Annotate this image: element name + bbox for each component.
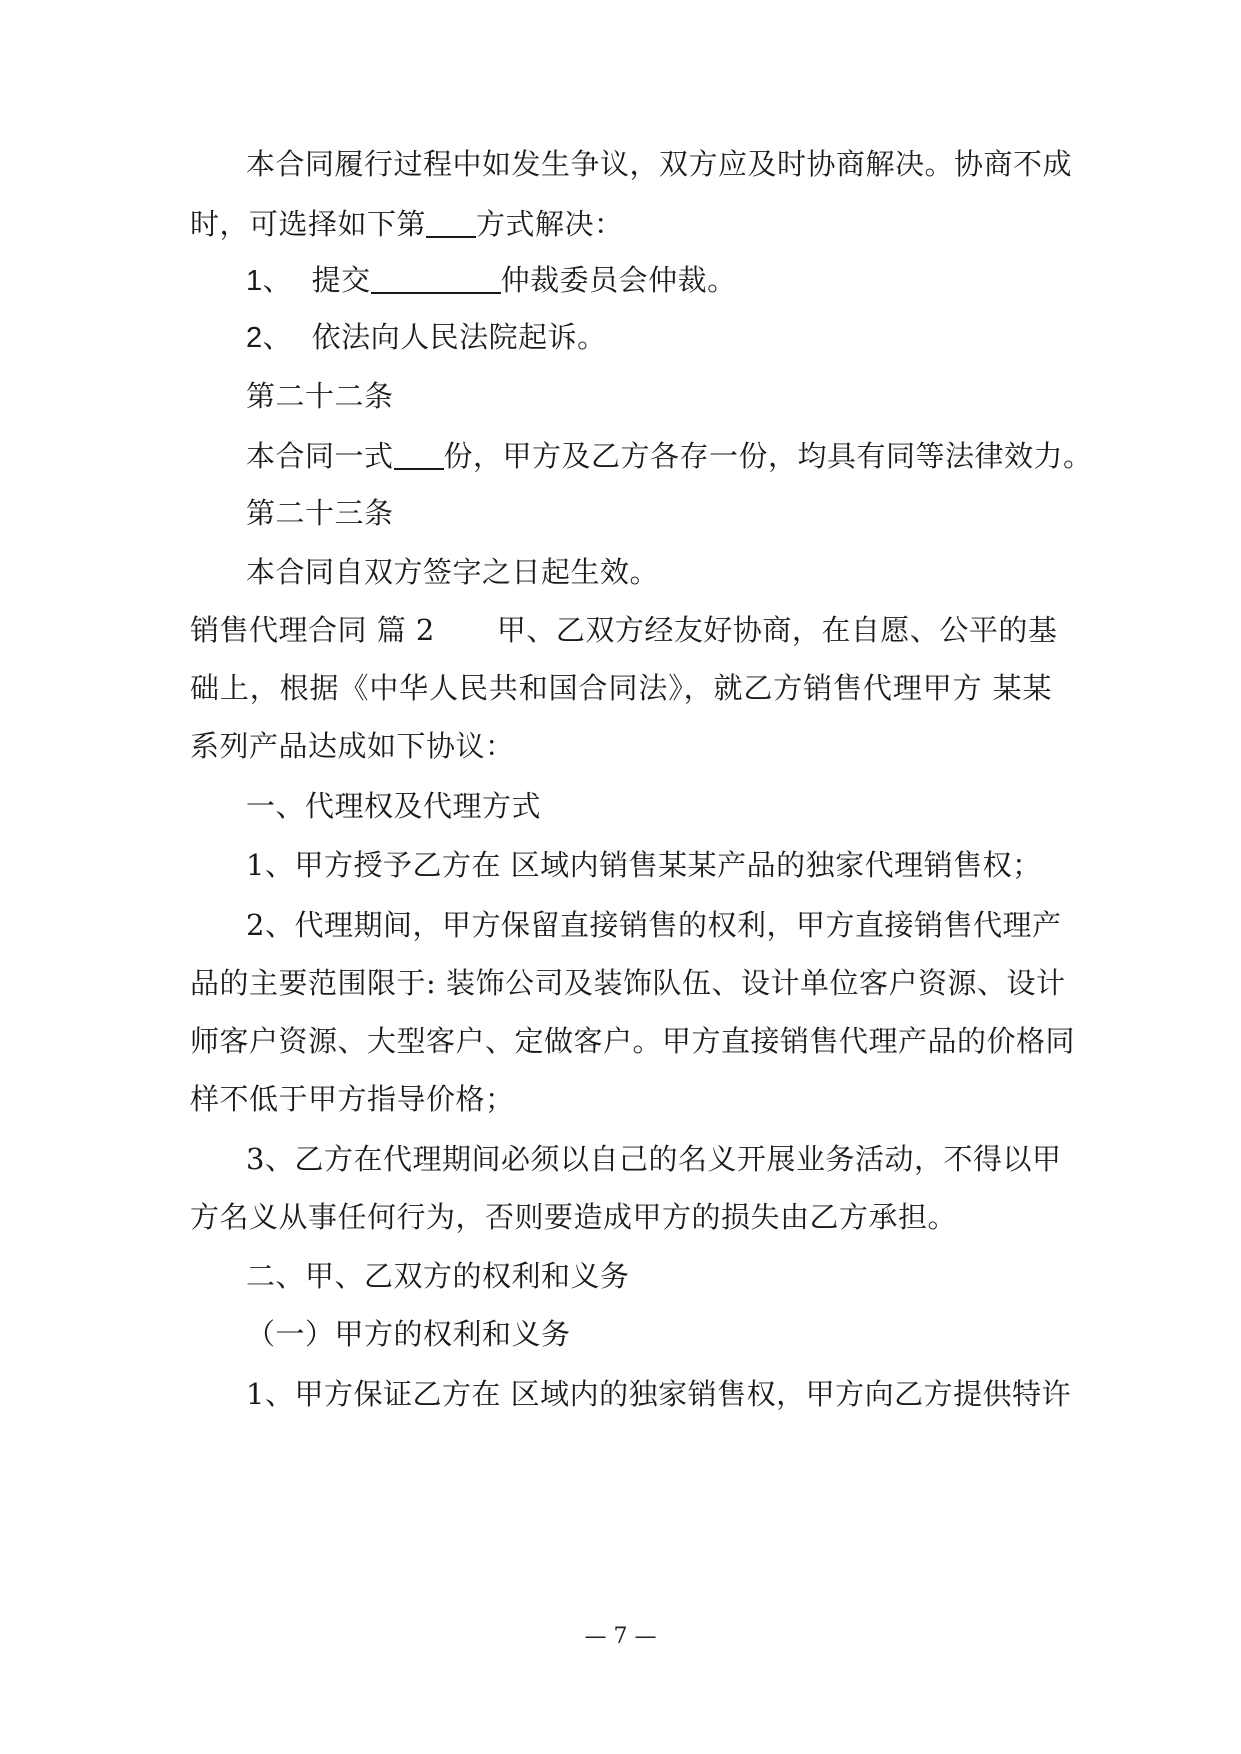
paragraph-line bbox=[246, 550, 1052, 594]
option-number: 1、 bbox=[246, 265, 293, 297]
text: 师客户资源、大型客户、定做客户。甲方直接销售代理产品的价格同 bbox=[190, 1024, 1076, 1058]
option-item bbox=[246, 258, 1052, 302]
text: 本合同一式 bbox=[246, 439, 394, 473]
paragraph-line bbox=[246, 1372, 1072, 1416]
text: 础上，根据《中华人民共和国合同法》，就乙方销售代理甲方 某某 bbox=[190, 671, 1052, 705]
fill-in-blank bbox=[394, 438, 444, 470]
fill-in-blank bbox=[426, 206, 476, 238]
text: 甲、乙双方经友好协商，在自愿、公平的基 bbox=[496, 613, 1058, 647]
section-title bbox=[246, 1254, 1052, 1298]
text: 方名义从事任何行为，否则要造成甲方的损失由乙方承担。 bbox=[190, 1200, 958, 1234]
text: 样不低于甲方指导价格； bbox=[190, 1082, 515, 1116]
page-number: — 7 — bbox=[584, 1624, 657, 1649]
text: 第二十三条 bbox=[246, 496, 394, 530]
paragraph-line bbox=[246, 142, 1073, 186]
text: 3、乙方在代理期间必须以自己的名义开展业务活动，不得以甲 bbox=[246, 1142, 1062, 1176]
text: 提交 bbox=[311, 263, 371, 297]
text: 二、甲、乙双方的权利和义务 bbox=[246, 1259, 630, 1293]
text: 仲裁委员会仲裁。 bbox=[500, 263, 737, 297]
text: （一）甲方的权利和义务 bbox=[246, 1317, 571, 1351]
section-heading: 销售代理合同 篇 2 bbox=[190, 613, 435, 647]
paragraph-line bbox=[246, 1137, 1062, 1181]
paragraph-line bbox=[190, 202, 1052, 246]
option-number: 2、 bbox=[246, 322, 293, 354]
section-title bbox=[246, 784, 1052, 828]
text: 1、甲方保证乙方在 区域内的独家销售权，甲方向乙方提供特许 bbox=[246, 1377, 1072, 1411]
text: 依法向人民法院起诉。 bbox=[311, 320, 607, 354]
text: 第二十二条 bbox=[246, 379, 394, 413]
paragraph-line bbox=[190, 1195, 1052, 1239]
text: 2、代理期间，甲方保留直接销售的权利，甲方直接销售代理产 bbox=[246, 908, 1062, 942]
text: 份，甲方及乙方各存一份，均具有同等法律效力。 bbox=[443, 439, 1093, 473]
text: 本合同自双方签字之日起生效。 bbox=[246, 555, 660, 589]
paragraph-line bbox=[246, 903, 1062, 947]
fill-in-blank bbox=[371, 262, 501, 294]
paragraph-line bbox=[246, 434, 1093, 478]
article-title bbox=[246, 491, 1052, 535]
paragraph-line bbox=[190, 666, 1052, 710]
text: 1、甲方授予乙方在 区域内销售某某产品的独家代理销售权； bbox=[246, 848, 1042, 882]
paragraph-line bbox=[190, 1077, 1052, 1121]
paragraph-line bbox=[190, 608, 1058, 652]
text: 方式解决： bbox=[476, 207, 624, 241]
paragraph-line bbox=[190, 961, 1066, 1005]
text: 时，可选择如下第 bbox=[190, 207, 427, 241]
subsection-title bbox=[246, 1312, 1052, 1356]
text: 系列产品达成如下协议： bbox=[190, 729, 515, 763]
paragraph-line bbox=[190, 724, 1052, 768]
text: 一、代理权及代理方式 bbox=[246, 789, 542, 823]
paragraph-line bbox=[246, 843, 1052, 887]
text: 本合同履行过程中如发生争议，双方应及时协商解决。协商不成 bbox=[246, 147, 1073, 181]
article-title bbox=[246, 374, 1052, 418]
option-item bbox=[246, 315, 1052, 359]
paragraph-line bbox=[190, 1019, 1076, 1063]
text: 品的主要范围限于: 装饰公司及装饰队伍、设计单位客户资源、设计 bbox=[190, 966, 1066, 1000]
